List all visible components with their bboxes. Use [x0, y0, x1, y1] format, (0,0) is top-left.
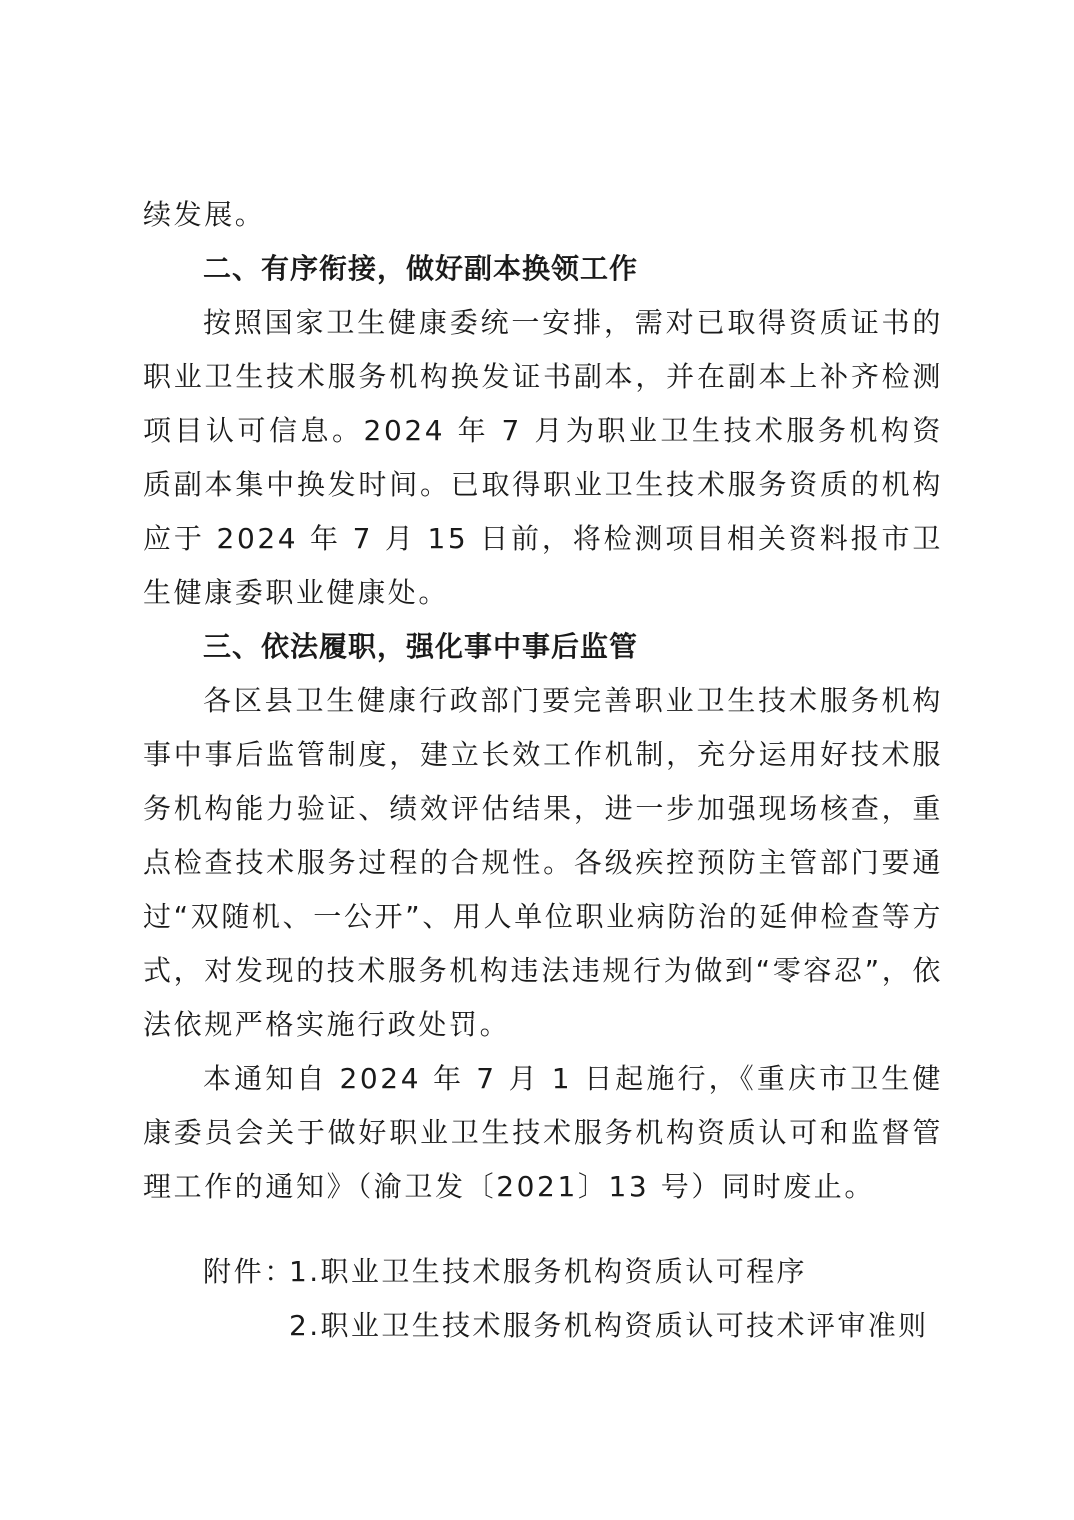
attachments-label: 附件： [203, 1255, 295, 1288]
attachments-list [143, 1245, 943, 1353]
continuation-text: 续发展。 [143, 198, 266, 231]
section-3-paragraph: 各区县卫生健康行政部门要完善职业卫生技术服务机构事中事后监管制度，建立长效工作机制，充分运用好技术服务机构能力验证、绩效评估结果，进一步加强现场核查，重点检查技术服务过程的合规性。各级疾控预防主管部门要通过“双随机、一公开”、用人单位职业病防治的延伸检查等方式，对发现的技术服务机构违法违规行为做到“零容忍”，依法依规严格实施行政处罚。 [143, 684, 943, 1041]
attachment-2: 2.职业卫生技术服务机构资质认可技术评审准则 [289, 1309, 929, 1342]
section-2-heading: 二、有序衔接，做好副本换领工作 [203, 252, 639, 285]
attachment-item [143, 1245, 943, 1299]
section-2-paragraph: 按照国家卫生健康委统一安排，需对已取得资质证书的职业卫生技术服务机构换发证书副本，并在副本上补齐检测项目认可信息。2024 年 7 月为职业卫生技术服务机构资质副本集中换发时间。已取得职业卫生技术服务资质的机构应于 2024 年 7 月 15 日前，将检测项目相关资料报市卫生健康委职业健康处。 [143, 306, 943, 609]
effective-notice-paragraph: 本通知自 2024 年 7 月 1 日起施行，《重庆市卫生健康委员会关于做好职业卫生技术服务机构资质认可和监督管理工作的通知》（渝卫发〔2021〕13 号）同时废止。 [143, 1062, 943, 1203]
attachment-1: 1.职业卫生技术服务机构资质认可程序 [289, 1255, 807, 1288]
section-3-heading: 三、依法履职，强化事中事后监管 [203, 630, 639, 663]
document-body [143, 188, 943, 1353]
attachment-item [143, 1299, 943, 1353]
